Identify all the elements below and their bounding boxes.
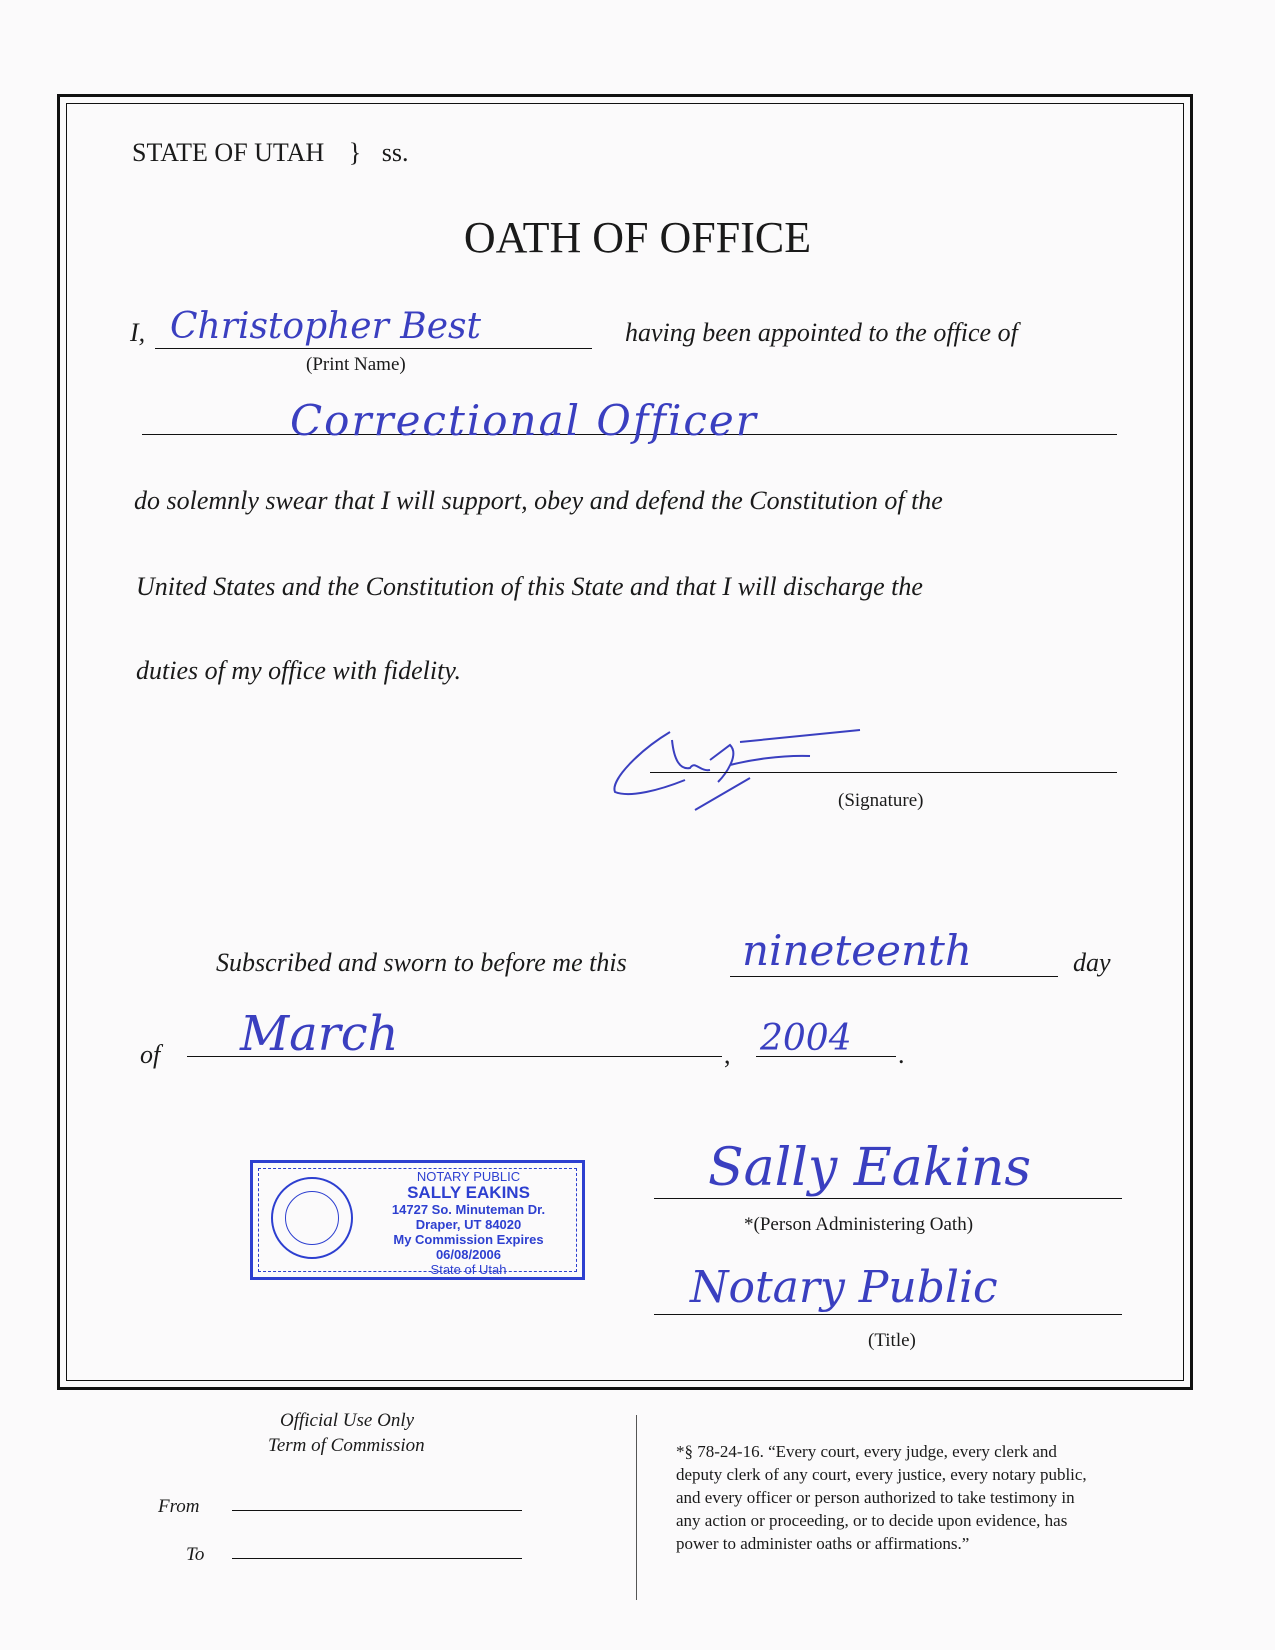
title-line <box>654 1314 1122 1315</box>
from-line <box>232 1510 522 1511</box>
date-period: . <box>898 1040 905 1069</box>
statute-line: and every officer or person authorized to take testimony in <box>676 1488 1075 1507</box>
name-line <box>155 348 592 349</box>
official-use-label: Official Use Only <box>280 1410 415 1431</box>
i-prefix: I, <box>130 318 146 347</box>
term-of-commission-label: Term of Commission <box>268 1435 425 1456</box>
appointed-text: having been appointed to the office of <box>625 318 1018 347</box>
subscribed-text: Subscribed and sworn to before me this <box>216 948 627 977</box>
of-label: of <box>140 1040 161 1069</box>
administrator-label: *(Person Administering Oath) <box>744 1214 974 1235</box>
stamp-line: SALLY EAKINS <box>407 1183 530 1202</box>
statute-line: *§ 78-24-16. “Every court, every judge, every clerk and <box>676 1442 1057 1461</box>
year-value: 2004 <box>760 1018 852 1059</box>
signature-label: (Signature) <box>838 790 924 811</box>
title-value: Notary Public <box>690 1262 998 1313</box>
stamp-line: NOTARY PUBLIC <box>416 1169 521 1184</box>
title-label: (Title) <box>868 1330 916 1351</box>
administrator-line <box>654 1198 1122 1199</box>
stamp-text <box>361 1169 576 1277</box>
day-value: nineteenth <box>742 926 972 975</box>
to-label: To <box>186 1544 205 1565</box>
month-value: March <box>240 1006 399 1062</box>
seal-inner-ring <box>285 1191 339 1245</box>
office-value: Correctional Officer <box>290 396 758 445</box>
footer-divider <box>636 1415 637 1600</box>
oath-line-1: do solemnly swear that I will support, obey and defend the Constitution of the <box>134 486 943 515</box>
print-name-label: (Print Name) <box>306 354 406 375</box>
stamp-line: Draper, UT 84020 <box>415 1217 522 1232</box>
oath-line-2: United States and the Constitution of this State and that I will discharge the <box>136 572 923 601</box>
stamp-line: 14727 So. Minuteman Dr. <box>391 1202 546 1217</box>
statute-line: any action or proceeding, or to decide upon evidence, has <box>676 1511 1068 1530</box>
signature-line <box>650 772 1117 773</box>
from-label: From <box>158 1496 200 1517</box>
printed-name-value: Christopher Best <box>170 306 481 347</box>
to-line <box>232 1558 522 1559</box>
statute-text <box>676 1440 1087 1555</box>
notary-stamp <box>250 1160 585 1280</box>
statute-line: deputy clerk of any court, every justice, every notary public, <box>676 1465 1087 1484</box>
document-title: OATH OF OFFICE <box>463 213 812 262</box>
stamp-line: State of Utah <box>430 1262 507 1277</box>
day-label: day <box>1073 948 1111 977</box>
state-heading: STATE OF UTAH } ss. <box>132 138 409 167</box>
state-seal-icon <box>271 1177 353 1259</box>
stamp-line: My Commission Expires 06/08/2006 <box>393 1232 544 1262</box>
date-comma: , <box>724 1040 731 1069</box>
administrator-signature: Sally Eakins <box>708 1138 1032 1198</box>
statute-line: power to administer oaths or affirmations.” <box>676 1534 970 1553</box>
day-line <box>730 976 1058 977</box>
oath-line-3: duties of my office with fidelity. <box>136 656 461 685</box>
